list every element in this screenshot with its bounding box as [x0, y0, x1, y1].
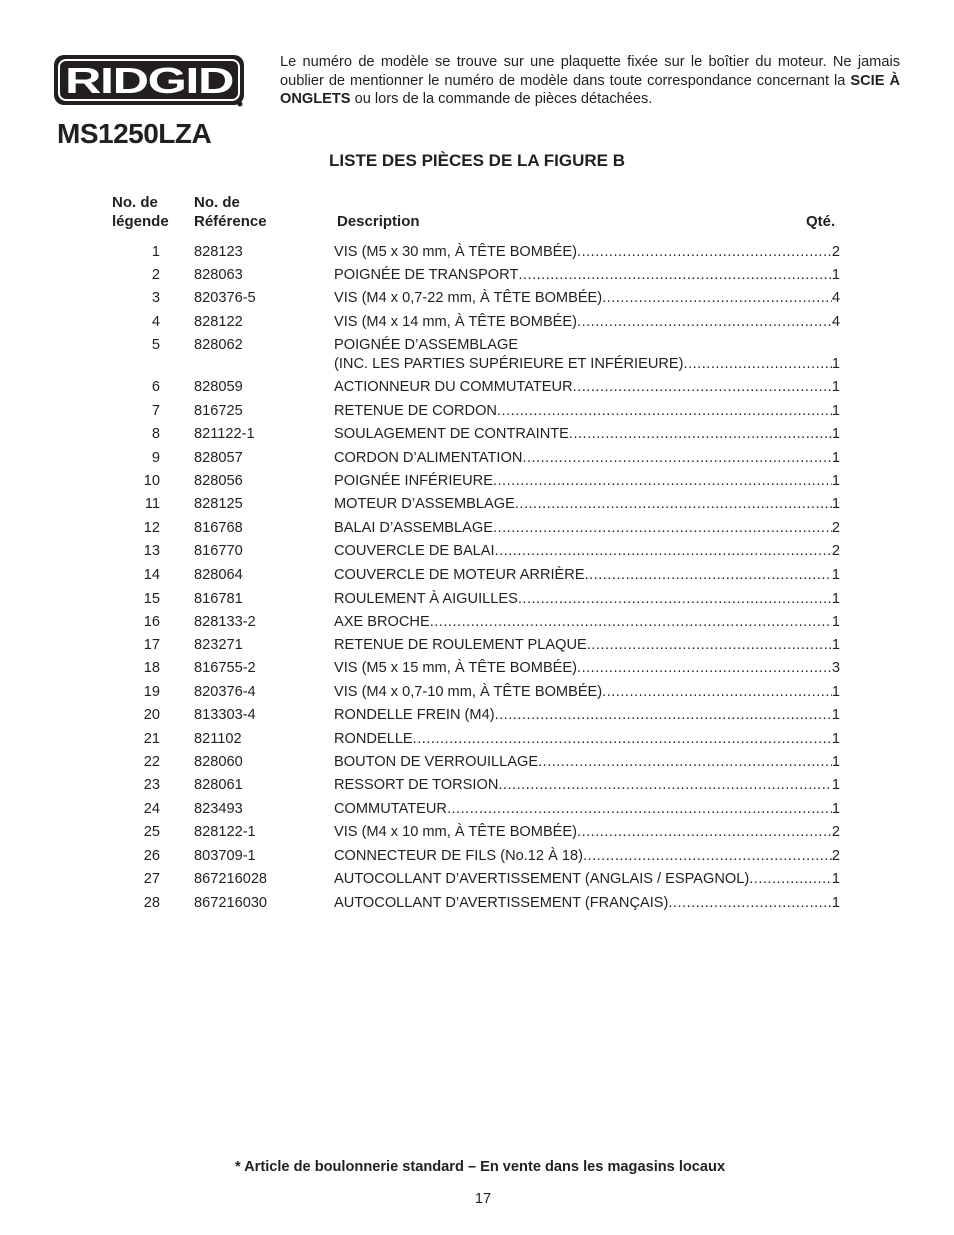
header-ref-no-line2: Référence: [194, 213, 267, 230]
part-description-text: VIS (M5 x 15 mm, À TÊTE BOMBÉE): [334, 660, 578, 676]
part-reference: 828056: [194, 473, 243, 489]
header-ref-no: [194, 193, 267, 231]
dot-leader: [602, 683, 832, 702]
header-description: Description: [337, 213, 420, 230]
part-description-text: ROULEMENT À AIGUILLES: [334, 591, 518, 607]
part-quantity: 2: [831, 543, 840, 559]
part-description: [334, 870, 840, 889]
part-reference: 828057: [194, 450, 243, 466]
dot-leader: [498, 776, 832, 795]
part-description: [334, 800, 840, 819]
part-key-number: 18: [143, 660, 160, 676]
part-description-text: VIS (M4 x 0,7-22 mm, À TÊTE BOMBÉE): [334, 290, 603, 306]
intro-text-after: ou lors de la commande de pièces détachées.: [350, 91, 653, 107]
part-key-number: 10: [143, 473, 160, 489]
part-quantity: 2: [831, 848, 840, 864]
dot-leader: [585, 566, 832, 585]
header-key-no: [112, 193, 169, 231]
part-quantity: 4: [831, 290, 840, 306]
part-quantity: 1: [831, 731, 840, 747]
part-key-number: 4: [151, 314, 160, 330]
part-reference: 828064: [194, 567, 243, 583]
dot-leader: [518, 590, 832, 609]
part-key-number: 2: [151, 267, 160, 283]
dot-leader: [430, 613, 832, 632]
part-key-number: 28: [143, 895, 160, 911]
part-description-text: AUTOCOLLANT D’AVERTISSEMENT (ANGLAIS / ESPAGNOL): [334, 871, 750, 887]
part-description-text: COUVERCLE DE MOTEUR ARRIÈRE: [334, 567, 585, 583]
part-quantity: 1: [831, 426, 840, 442]
dot-leader: [538, 753, 832, 772]
dot-leader: [577, 243, 832, 262]
dot-leader: [493, 472, 832, 491]
part-key-number: 15: [143, 591, 160, 607]
page-number: 17: [474, 1191, 492, 1207]
part-reference: 828122: [194, 314, 243, 330]
part-quantity: 2: [831, 244, 840, 260]
part-description-text: RESSORT DE TORSION: [334, 777, 499, 793]
part-quantity: 2: [831, 520, 840, 536]
part-key-number: 17: [143, 637, 160, 653]
part-key-number: 13: [143, 543, 160, 559]
part-description-text: CONNECTEUR DE FILS (No.12 À 18): [334, 848, 583, 864]
part-quantity: 1: [831, 754, 840, 770]
part-reference: 803709-1: [194, 848, 256, 864]
dot-leader: [668, 894, 832, 913]
part-reference: 828133-2: [194, 614, 256, 630]
part-description: [334, 519, 840, 538]
part-key-number: 25: [143, 824, 160, 840]
part-key-number: 8: [151, 426, 160, 442]
part-reference: 867216030: [194, 895, 268, 911]
part-description-text: (INC. LES PARTIES SUPÉRIEURE ET INFÉRIEURE): [334, 355, 684, 372]
intro-bold-product: SCIE À ONGLETS: [280, 72, 900, 107]
dot-leader: [577, 313, 832, 332]
part-description: [334, 753, 840, 772]
dot-leader: [515, 495, 832, 514]
part-reference: 813303-4: [194, 707, 256, 723]
part-key-number: 21: [143, 731, 160, 747]
part-description: [334, 823, 840, 842]
dot-leader: [413, 730, 832, 749]
part-reference: 816770: [194, 543, 243, 559]
part-reference: 823271: [194, 637, 243, 653]
part-quantity: 4: [831, 314, 840, 330]
part-description-text: BOUTON DE VERROUILLAGE: [334, 754, 539, 770]
part-key-number: 3: [151, 290, 160, 306]
part-key-number: 26: [143, 848, 160, 864]
part-reference: 821102: [194, 731, 242, 747]
part-description-text: RONDELLE FREIN (M4): [334, 707, 495, 723]
part-reference: 816781: [194, 591, 243, 607]
part-quantity: 1: [831, 450, 840, 466]
part-reference: 828059: [194, 379, 243, 395]
part-description: [334, 566, 840, 585]
part-reference: 816725: [194, 403, 243, 419]
part-description: [334, 313, 840, 332]
parts-list-title: LISTE DES PIÈCES DE LA FIGURE B: [329, 151, 625, 170]
part-description: [334, 402, 840, 421]
dot-leader: [497, 402, 832, 421]
part-key-number: 22: [143, 754, 160, 770]
part-description: [334, 289, 840, 308]
part-description-text: SOULAGEMENT DE CONTRAINTE: [334, 426, 569, 442]
part-key-number: 20: [143, 707, 160, 723]
dot-leader: [495, 706, 832, 725]
part-description: [334, 683, 840, 702]
dot-leader: [602, 289, 832, 308]
part-description: [334, 894, 840, 913]
part-quantity: 1: [831, 496, 840, 512]
part-description-text: MOTEUR D’ASSEMBLAGE: [334, 496, 515, 512]
logo-text: RIDGID: [65, 60, 234, 101]
header-ref-no-line1: No. de: [194, 194, 240, 211]
part-quantity: 1: [831, 777, 840, 793]
part-description-text: RONDELLE: [334, 731, 413, 747]
part-description: [334, 613, 840, 632]
header-qty: Qté.: [806, 213, 836, 230]
part-description: [334, 425, 840, 444]
part-description: [334, 847, 840, 866]
dot-leader: [518, 266, 832, 285]
part-reference: 816768: [194, 520, 243, 536]
dot-leader: [573, 378, 832, 397]
part-reference: 828125: [194, 496, 243, 512]
part-key-number: 19: [143, 684, 160, 700]
part-quantity: 1: [831, 473, 840, 489]
part-quantity: 1: [831, 637, 840, 653]
part-key-number: 1: [151, 244, 160, 260]
part-quantity: 1: [831, 403, 840, 419]
part-quantity: 1: [831, 684, 840, 700]
part-reference: 820376-4: [194, 684, 256, 700]
part-description: [334, 542, 840, 561]
part-description: [334, 449, 840, 468]
part-reference: 828062: [194, 337, 243, 353]
part-description-text: BALAI D’ASSEMBLAGE: [334, 520, 493, 536]
dot-leader: [493, 519, 832, 538]
dot-leader: [749, 870, 832, 889]
part-description-text: VIS (M4 x 0,7-10 mm, À TÊTE BOMBÉE): [334, 684, 603, 700]
part-quantity: 1: [831, 267, 840, 283]
dot-leader: [569, 425, 832, 444]
part-description: [334, 266, 840, 285]
part-quantity: 1: [831, 707, 840, 723]
part-reference: 820376-5: [194, 290, 256, 306]
part-reference: 828122-1: [194, 824, 256, 840]
part-key-number: 6: [151, 379, 160, 395]
part-reference: 828123: [194, 244, 243, 260]
part-description-text: VIS (M4 x 14 mm, À TÊTE BOMBÉE): [334, 314, 578, 330]
part-reference: 828063: [194, 267, 243, 283]
dot-leader: [495, 542, 832, 561]
part-description: [334, 243, 840, 262]
part-description: [334, 495, 840, 514]
part-quantity: 1: [831, 871, 840, 887]
part-key-number: 12: [143, 520, 160, 536]
intro-text-before: Le numéro de modèle se trouve sur une plaquette fixée sur le boîtier du moteur. Ne jamais oublier de mentionner le numéro de modèle dans toute correspondance concernant la: [280, 54, 900, 89]
part-description: [334, 472, 840, 491]
part-key-number: 9: [151, 450, 160, 466]
part-key-number: 7: [151, 403, 160, 419]
part-description-text: AUTOCOLLANT D’AVERTISSEMENT (FRANÇAIS): [334, 895, 669, 911]
part-key-number: 16: [143, 614, 160, 630]
part-reference: 828060: [194, 754, 243, 770]
part-description-text: AXE BROCHE: [334, 614, 430, 630]
part-quantity: 3: [831, 660, 840, 676]
part-description: [334, 659, 840, 678]
dot-leader: [522, 449, 832, 468]
part-description: [334, 336, 840, 373]
part-description-text: RETENUE DE CORDON: [334, 403, 497, 419]
part-reference: 821122-1: [194, 426, 255, 442]
part-key-number: 11: [144, 496, 160, 512]
dot-leader: [583, 847, 832, 866]
part-quantity: 1: [831, 591, 840, 607]
part-description-text: VIS (M4 x 10 mm, À TÊTE BOMBÉE): [334, 824, 578, 840]
dot-leader: [577, 659, 832, 678]
header-key-no-line1: No. de: [112, 194, 158, 211]
part-description-text: COUVERCLE DE BALAI: [334, 543, 495, 559]
part-key-number: 5: [151, 337, 160, 353]
part-description: [334, 636, 840, 655]
part-description: [334, 590, 840, 609]
part-quantity: 1: [831, 379, 840, 395]
part-description-text: POIGNÉE DE TRANSPORT: [334, 267, 519, 283]
header-key-no-line2: légende: [112, 213, 169, 230]
part-quantity: 1: [831, 895, 840, 911]
part-description: [334, 378, 840, 397]
dot-leader: [587, 636, 832, 655]
part-description-line1: POIGNÉE D’ASSEMBLAGE: [334, 337, 519, 353]
part-reference: 867216028: [194, 871, 268, 887]
part-key-number: 23: [143, 777, 160, 793]
dot-leader: [447, 800, 832, 819]
part-reference: 828061: [194, 777, 243, 793]
part-description-text: VIS (M5 x 30 mm, À TÊTE BOMBÉE): [334, 244, 578, 260]
part-key-number: 14: [143, 567, 160, 583]
part-quantity: 1: [831, 355, 840, 372]
dot-leader: [684, 355, 832, 374]
part-quantity: 1: [831, 801, 840, 817]
part-quantity: 1: [831, 567, 840, 583]
part-reference: 823493: [194, 801, 243, 817]
part-quantity: 2: [831, 824, 840, 840]
ridgid-logo: [54, 55, 244, 109]
part-key-number: 27: [143, 871, 160, 887]
part-reference: 816755-2: [194, 660, 256, 676]
dot-leader: [577, 823, 832, 842]
footer-note: * Article de boulonnerie standard – En vente dans les magasins locaux: [234, 1159, 726, 1175]
part-description-text: ACTIONNEUR DU COMMUTATEUR: [334, 379, 573, 395]
model-number: MS1250LZA: [57, 118, 212, 149]
part-description-text: COMMUTATEUR: [334, 801, 447, 817]
part-description-text: POIGNÉE INFÉRIEURE: [334, 473, 493, 489]
part-quantity: 1: [831, 614, 840, 630]
part-description: [334, 730, 840, 749]
part-description: [334, 776, 840, 795]
part-description-text: RETENUE DE ROULEMENT PLAQUE: [334, 637, 587, 653]
part-key-number: 24: [143, 801, 160, 817]
part-description-text: CORDON D’ALIMENTATION: [334, 450, 523, 466]
part-description: [334, 706, 840, 725]
intro-paragraph: [280, 53, 900, 109]
